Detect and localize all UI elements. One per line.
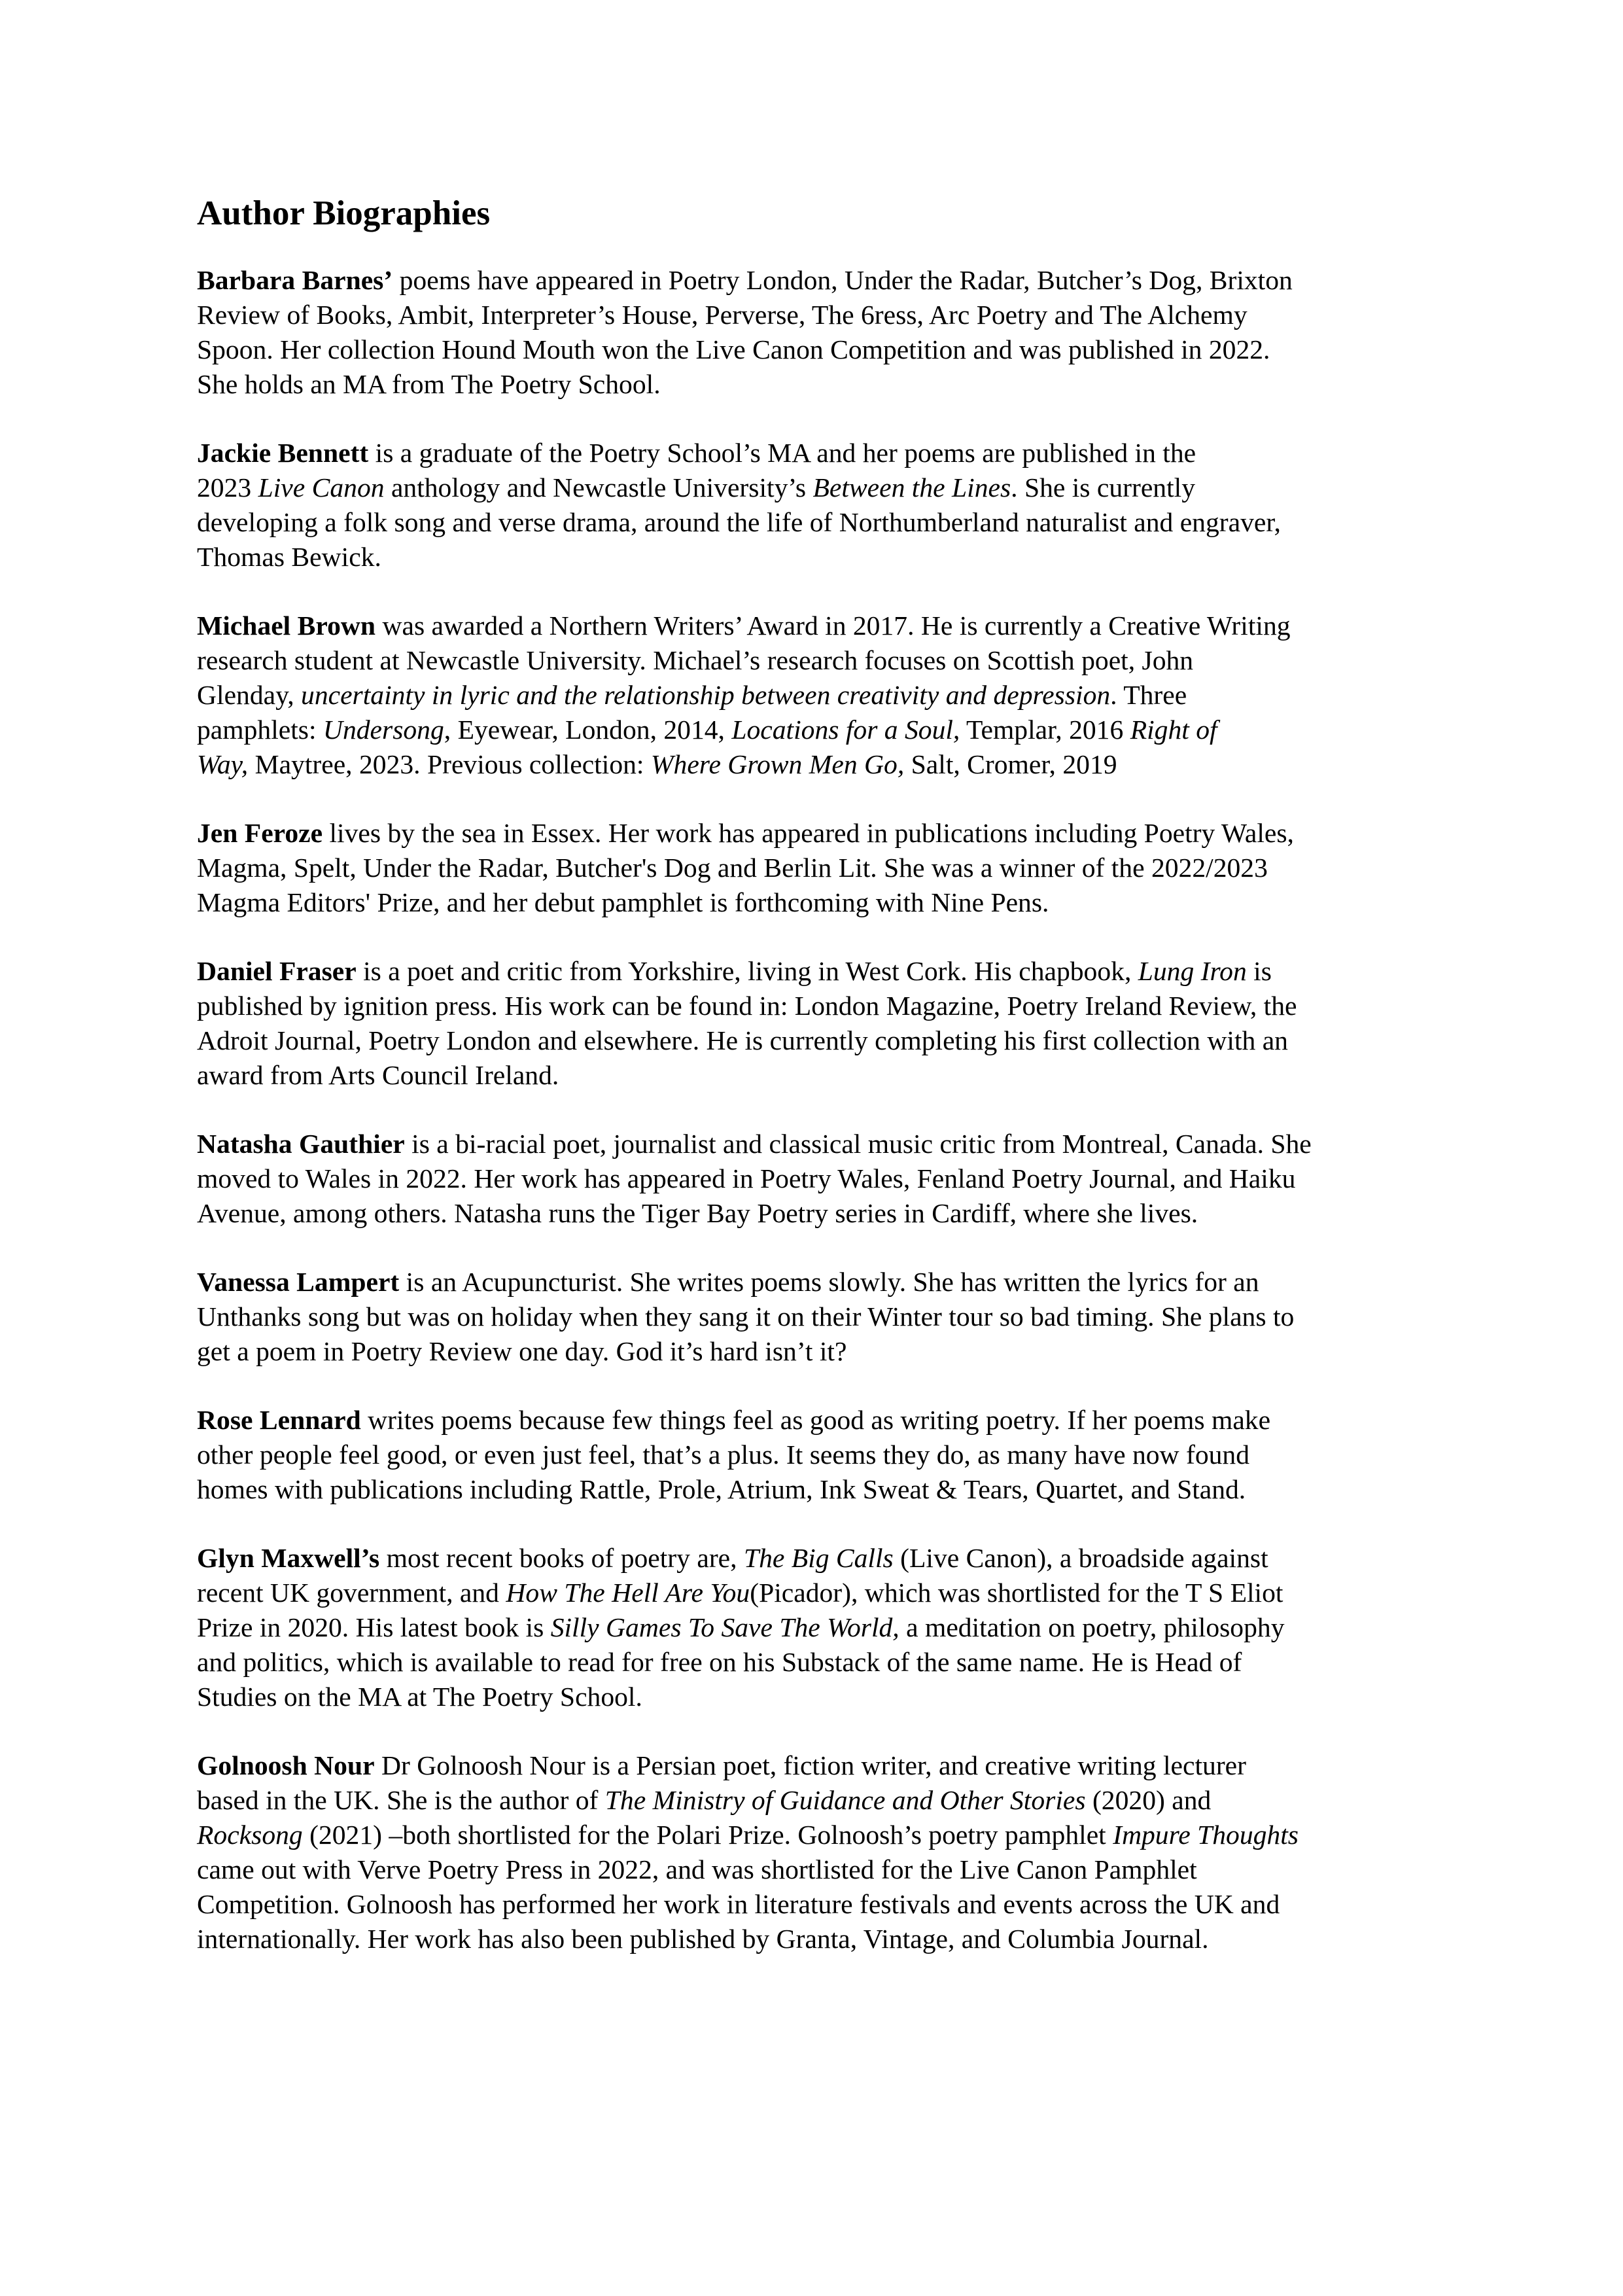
bio-line [197,298,1453,332]
bio-text: get a poem in Poetry Review one day. God it’s hard isn’t it? [197,1336,847,1366]
author-bio [197,263,1453,402]
bio-line [197,713,1453,747]
author-bio [197,954,1453,1093]
bio-text: internationally. Her work has also been published by Granta, Vintage, and Columbia Journal. [197,1924,1209,1954]
author-bio [197,1748,1453,1956]
bio-text: was awarded a Northern Writers’ Award in 2017. He is currently a Creative Writing [375,610,1291,641]
author-name: Golnoosh Nour [197,1750,375,1780]
author-bio [197,609,1453,782]
bio-text: (Live Canon), a broadside against [893,1543,1268,1573]
bio-line [197,540,1453,574]
italic-title: Live Canon [258,472,385,503]
bio-line [197,747,1453,782]
bio-text: Thomas Bewick. [197,542,381,572]
bio-line [197,1748,1453,1783]
bio-text: homes with publications including Rattle, Prole, Atrium, Ink Sweat & Tears, Quartet, and Stand. [197,1474,1246,1504]
bio-text: Avenue, among others. Natasha runs the Tiger Bay Poetry series in Cardiff, where she lives. [197,1198,1198,1228]
bio-text: Salt, Cromer, 2019 [904,749,1117,779]
bio-line [197,643,1453,678]
bio-line [197,436,1453,470]
bio-text: 2023 [197,472,258,503]
italic-title: uncertainty in lyric and the relationship between creativity and depression [301,680,1111,710]
bio-text: Competition. Golnoosh has performed her work in literature festivals and events across the UK and [197,1889,1280,1919]
document-page [197,192,1453,1990]
italic-title: Between the Lines [812,472,1011,503]
bio-line [197,885,1453,920]
bio-text: pamphlets: [197,715,323,745]
author-name: Daniel Fraser [197,956,357,986]
bio-line [197,1161,1453,1196]
bio-text: Dr Golnoosh Nour is a Persian poet, fiction writer, and creative writing lecturer [374,1750,1246,1780]
bio-text: Unthanks song but was on holiday when they sang it on their Winter tour so bad timing. She plans to [197,1301,1295,1332]
bio-text: moved to Wales in 2022. Her work has appeared in Poetry Wales, Fenland Poetry Journal, and Haiku [197,1163,1296,1193]
bio-line [197,989,1453,1023]
bio-text: Magma, Spelt, Under the Radar, Butcher's Dog and Berlin Lit. She was a winner of the 2022/2023 [197,853,1268,883]
italic-title: The Ministry of Guidance and Other Stories [604,1785,1086,1815]
bio-text: Magma Editors' Prize, and her debut pamphlet is forthcoming with Nine Pens. [197,887,1049,917]
bio-text: writes poems because few things feel as good as writing poetry. If her poems make [360,1405,1271,1435]
bio-text: Adroit Journal, Poetry London and elsewhere. He is currently completing his first collection with an [197,1025,1288,1055]
bio-text: (Picador), which was shortlisted for the T S Eliot [750,1578,1283,1608]
author-name: Barbara Barnes’ [197,265,393,295]
author-name: Rose Lennard [197,1405,361,1435]
bio-text: (2021) –both shortlisted for the Polari Prize. Golnoosh’s poetry pamphlet [302,1820,1113,1850]
author-name: Vanessa Lampert [197,1267,400,1297]
bio-text: based in the UK. She is the author of [197,1785,605,1815]
bio-text: is a poet and critic from Yorkshire, living in West Cork. His chapbook, [356,956,1138,986]
bio-text: research student at Newcastle University. Michael’s research focuses on Scottish poet, John [197,645,1194,675]
bio-line [197,1645,1453,1680]
bio-line [197,1783,1453,1818]
author-name: Jackie Bennett [197,438,369,468]
bio-text: (2020) and [1085,1785,1212,1815]
author-name: Michael Brown [197,610,376,641]
bio-line [197,367,1453,402]
bio-text: is [1246,956,1272,986]
bio-text: , Eyewear, London, 2014, [444,715,732,745]
bio-line [197,505,1453,540]
bio-line [197,954,1453,989]
italic-title: Where Grown Men Go, [650,749,905,779]
author-bio [197,816,1453,920]
italic-title: Undersong [323,715,444,745]
bio-line [197,816,1453,851]
bio-text: Spoon. Her collection Hound Mouth won the Live Canon Competition and was published in 2022. [197,334,1270,364]
italic-title: The Big Calls [743,1543,894,1573]
bio-line [197,1472,1453,1507]
italic-title: Silly Games To Save The World, [550,1612,899,1642]
italic-title: Impure Thoughts [1113,1820,1299,1850]
bio-line [197,1299,1453,1334]
biography-list [197,263,1453,1956]
bio-text: poems have appeared in Poetry London, Under the Radar, Butcher’s Dog, Brixton [393,265,1293,295]
author-bio [197,1265,1453,1369]
bio-text: other people feel good, or even just feel, that’s a plus. It seems they do, as many have now found [197,1439,1250,1470]
bio-line [197,1541,1453,1576]
italic-title: How The Hell Are You [506,1578,750,1608]
bio-line [197,1023,1453,1058]
bio-text: developing a folk song and verse drama, around the life of Northumberland naturalist and engraver, [197,507,1281,537]
bio-text: award from Arts Council Ireland. [197,1060,559,1090]
bio-text: a meditation on poetry, philosophy [899,1612,1285,1642]
author-name: Jen Feroze [197,818,323,848]
page-title: Author Biographies [197,194,491,232]
bio-text: is a bi-racial poet, journalist and classical music critic from Montreal, Canada. She [404,1129,1312,1159]
author-name: Glyn Maxwell’s [197,1543,380,1573]
italic-title: Rocksong [197,1820,303,1850]
bio-line [197,1887,1453,1922]
bio-text: lives by the sea in Essex. Her work has appeared in publications including Poetry Wales, [323,818,1294,848]
italic-title: Right of [1130,715,1217,745]
bio-text: is a graduate of the Poetry School’s MA and her poems are published in the [368,438,1196,468]
bio-line [197,1334,1453,1369]
bio-text: Review of Books, Ambit, Interpreter’s House, Perverse, The 6ress, Arc Poetry and The Alchemy [197,300,1248,330]
bio-line [197,1403,1453,1438]
bio-text: came out with Verve Poetry Press in 2022, and was shortlisted for the Live Canon Pamphlet [197,1854,1197,1884]
author-bio [197,436,1453,574]
bio-text: Prize in 2020. His latest book is [197,1612,551,1642]
bio-line [197,1196,1453,1231]
bio-line [197,1922,1453,1956]
bio-text: recent UK government, and [197,1578,506,1608]
author-bio [197,1541,1453,1714]
bio-text: Glenday, [197,680,302,710]
bio-line [197,1852,1453,1887]
bio-text: . She is currently [1011,472,1196,503]
bio-line [197,1127,1453,1161]
bio-line [197,1058,1453,1093]
bio-text: anthology and Newcastle University’s [384,472,813,503]
author-bio [197,1403,1453,1507]
bio-line [197,851,1453,885]
author-name: Natasha Gauthier [197,1129,405,1159]
bio-line [197,470,1453,505]
author-bio [197,1127,1453,1231]
bio-line [197,678,1453,713]
bio-line [197,1680,1453,1714]
bio-line [197,1610,1453,1645]
bio-text: published by ignition press. His work can be found in: London Magazine, Poetry Ireland Review, the [197,991,1297,1021]
bio-line [197,1818,1453,1852]
bio-line [197,332,1453,367]
bio-text: most recent books of poetry are, [379,1543,744,1573]
bio-text: Templar, 2016 [960,715,1130,745]
bio-text: is an Acupuncturist. She writes poems slowly. She has written the lyrics for an [399,1267,1259,1297]
bio-text: Maytree, 2023. Previous collection: [248,749,651,779]
bio-text: and politics, which is available to read for free on his Substack of the same name. He is Head of [197,1647,1242,1677]
bio-text: . Three [1110,680,1187,710]
italic-title: Way, [197,749,249,779]
bio-line [197,1265,1453,1299]
bio-line [197,1576,1453,1610]
bio-text: Studies on the MA at The Poetry School. [197,1682,642,1712]
italic-title: Locations for a Soul, [731,715,960,745]
italic-title: Lung Iron [1138,956,1247,986]
bio-line [197,609,1453,643]
bio-line [197,1438,1453,1472]
bio-line [197,263,1453,298]
bio-text: She holds an MA from The Poetry School. [197,369,661,399]
